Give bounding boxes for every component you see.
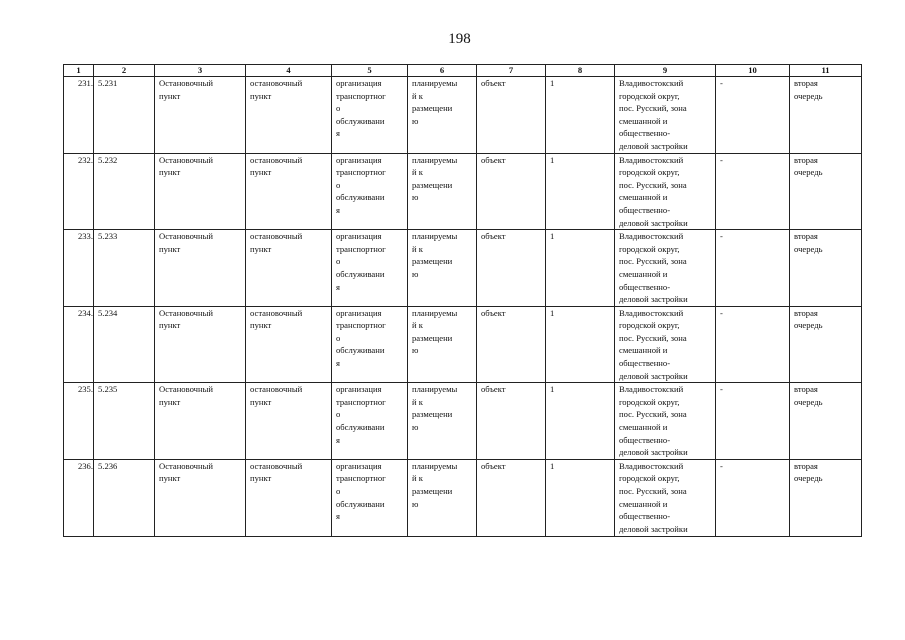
column-header: 7 <box>477 65 546 77</box>
cell-line: вторая <box>794 78 818 88</box>
cell-line: организация <box>336 231 382 242</box>
cell-line: о <box>336 332 341 343</box>
cell-line: ю <box>412 345 419 356</box>
cell-line: я <box>336 434 340 445</box>
table-row <box>64 77 862 154</box>
cell-object-type: объект <box>477 77 546 154</box>
cell-object-code: 5.232 <box>94 153 155 230</box>
column-header: 1 <box>64 65 94 77</box>
cell-object-code: 5.233 <box>94 230 155 307</box>
cell-line: пос. Русский, зона <box>619 179 687 190</box>
cell-line: организация <box>336 384 382 395</box>
cell-object-type: объект <box>477 383 546 460</box>
cell-line: очередь <box>794 396 823 407</box>
cell-stage <box>790 459 862 536</box>
cell-line: я <box>336 281 340 292</box>
cell-line: очередь <box>794 90 823 101</box>
cell-line: городской округ, <box>619 320 680 331</box>
cell-line: обслуживани <box>336 115 385 126</box>
cell-object-name <box>155 153 246 230</box>
cell-purpose <box>332 153 408 230</box>
cell-line: й к <box>412 396 423 407</box>
cell-line: пункт <box>250 243 272 254</box>
cell-row-number: 231. <box>64 77 94 154</box>
cell-stage <box>790 306 862 383</box>
cell-object-type: объект <box>477 306 546 383</box>
cell-status <box>408 306 477 383</box>
cell-line: планируемы <box>412 231 458 242</box>
cell-line: организация <box>336 78 382 88</box>
cell-line: о <box>336 486 341 496</box>
cell-line: я <box>336 358 340 369</box>
cell-line: й к <box>412 320 423 331</box>
cell-line: пос. Русский, зона <box>619 409 687 420</box>
cell-line: общественно- <box>619 434 671 445</box>
cell-line: вторая <box>794 154 818 165</box>
table-row <box>64 459 862 536</box>
cell-line: обслуживани <box>336 498 385 509</box>
cell-line: размещени <box>412 103 453 114</box>
cell-line: пункт <box>250 396 272 407</box>
cell-quantity: 1 <box>546 230 615 307</box>
cell-location <box>615 77 716 154</box>
cell-line: очередь <box>794 473 823 484</box>
cell-line: остановочный <box>250 154 303 165</box>
cell-row-number: 233. <box>64 230 94 307</box>
cell-line: размещени <box>412 409 453 420</box>
cell-object-type: объект <box>477 153 546 230</box>
cell-line: смешанной и <box>619 192 668 203</box>
cell-purpose <box>332 77 408 154</box>
cell-zone: - <box>716 77 790 154</box>
cell-line: деловой застройки <box>619 217 688 228</box>
cell-line: пункт <box>250 473 272 484</box>
cell-line: городской округ, <box>619 167 680 178</box>
cell-line: смешанной и <box>619 345 668 356</box>
cell-object-code: 5.236 <box>94 459 155 536</box>
cell-line: пос. Русский, зона <box>619 103 687 114</box>
cell-location <box>615 306 716 383</box>
cell-line: очередь <box>794 167 823 178</box>
cell-object-type: объект <box>477 230 546 307</box>
cell-line: смешанной и <box>619 422 668 433</box>
cell-line: обслуживани <box>336 345 385 356</box>
column-header: 4 <box>246 65 332 77</box>
cell-line: ю <box>412 115 419 126</box>
cell-line: обслуживани <box>336 422 385 433</box>
cell-zone: - <box>716 230 790 307</box>
cell-location <box>615 230 716 307</box>
cell-line: Остановочный <box>159 231 213 242</box>
table-row <box>64 230 862 307</box>
cell-line: деловой застройки <box>619 447 688 458</box>
cell-line: вторая <box>794 460 818 471</box>
cell-line: остановочный <box>250 384 303 395</box>
cell-line: размещени <box>412 179 453 190</box>
cell-object-type: объект <box>477 459 546 536</box>
table-row <box>64 306 862 383</box>
cell-line: транспортног <box>336 167 386 178</box>
cell-line: вторая <box>794 384 818 395</box>
cell-row-number: 236. <box>64 459 94 536</box>
cell-zone: - <box>716 459 790 536</box>
column-header: 2 <box>94 65 155 77</box>
cell-line: организация <box>336 307 382 318</box>
cell-object-name <box>155 77 246 154</box>
column-header: 9 <box>615 65 716 77</box>
cell-object-name <box>155 230 246 307</box>
cell-line: обслуживани <box>336 192 385 203</box>
cell-object-kind <box>246 306 332 383</box>
cell-line: Остановочный <box>159 384 213 395</box>
cell-line: смешанной и <box>619 115 668 126</box>
cell-purpose <box>332 230 408 307</box>
cell-object-code: 5.234 <box>94 306 155 383</box>
cell-line: деловой застройки <box>619 140 688 151</box>
cell-line: пос. Русский, зона <box>619 256 687 267</box>
cell-line: планируемы <box>412 460 458 471</box>
cell-line: Владивостокский <box>619 231 684 242</box>
cell-location <box>615 459 716 536</box>
cell-zone: - <box>716 383 790 460</box>
cell-status <box>408 383 477 460</box>
cell-zone: - <box>716 153 790 230</box>
cell-line: очередь <box>794 320 823 331</box>
cell-line: смешанной и <box>619 268 668 279</box>
cell-line: планируемы <box>412 154 458 165</box>
cell-line: организация <box>336 460 382 471</box>
cell-stage <box>790 383 862 460</box>
cell-line: деловой застройки <box>619 370 688 381</box>
cell-line: городской округ, <box>619 396 680 407</box>
cell-line: обслуживани <box>336 268 385 279</box>
cell-purpose <box>332 383 408 460</box>
cell-line: транспортног <box>336 473 386 484</box>
cell-object-kind <box>246 77 332 154</box>
cell-line: остановочный <box>250 460 303 471</box>
cell-line: Владивостокский <box>619 460 684 471</box>
table-body <box>64 77 862 537</box>
cell-object-name <box>155 459 246 536</box>
cell-line: транспортног <box>336 396 386 407</box>
cell-line: Остановочный <box>159 307 213 318</box>
cell-status <box>408 230 477 307</box>
cell-line: ю <box>412 422 419 433</box>
column-header: 5 <box>332 65 408 77</box>
cell-object-name <box>155 306 246 383</box>
cell-line: транспортног <box>336 320 386 331</box>
cell-quantity: 1 <box>546 153 615 230</box>
cell-object-code: 5.235 <box>94 383 155 460</box>
cell-line: размещени <box>412 486 453 496</box>
cell-line: деловой застройки <box>619 523 688 534</box>
cell-line: й к <box>412 243 423 254</box>
cell-line: о <box>336 103 341 114</box>
cell-line: ю <box>412 192 419 203</box>
cell-status <box>408 459 477 536</box>
cell-stage <box>790 77 862 154</box>
cell-line: й к <box>412 473 423 484</box>
cell-quantity: 1 <box>546 77 615 154</box>
cell-object-code: 5.231 <box>94 77 155 154</box>
cell-line: планируемы <box>412 78 458 88</box>
cell-location <box>615 153 716 230</box>
cell-line: я <box>336 128 340 139</box>
column-header: 10 <box>716 65 790 77</box>
cell-line: пункт <box>159 243 181 254</box>
cell-line: пос. Русский, зона <box>619 486 687 496</box>
cell-line: Владивостокский <box>619 154 684 165</box>
cell-line: пункт <box>159 167 181 178</box>
cell-row-number: 234. <box>64 306 94 383</box>
cell-object-kind <box>246 383 332 460</box>
cell-line: я <box>336 204 340 215</box>
cell-line: планируемы <box>412 307 458 318</box>
cell-line: пос. Русский, зона <box>619 332 687 343</box>
cell-line: пункт <box>250 320 272 331</box>
cell-line: я <box>336 511 340 522</box>
cell-object-name <box>155 383 246 460</box>
table-row <box>64 383 862 460</box>
cell-quantity: 1 <box>546 459 615 536</box>
cell-line: пункт <box>159 320 181 331</box>
cell-status <box>408 153 477 230</box>
cell-line: очередь <box>794 243 823 254</box>
cell-line: общественно- <box>619 128 671 139</box>
cell-stage <box>790 153 862 230</box>
cell-line: общественно- <box>619 281 671 292</box>
cell-object-kind <box>246 153 332 230</box>
cell-line: смешанной и <box>619 498 668 509</box>
cell-line: размещени <box>412 256 453 267</box>
cell-line: Владивостокский <box>619 307 684 318</box>
cell-line: городской округ, <box>619 90 680 101</box>
cell-line: остановочный <box>250 307 303 318</box>
column-header: 6 <box>408 65 477 77</box>
cell-line: Остановочный <box>159 460 213 471</box>
column-header: 3 <box>155 65 246 77</box>
column-header: 8 <box>546 65 615 77</box>
page-number: 198 <box>448 31 471 47</box>
cell-line: размещени <box>412 332 453 343</box>
cell-line: пункт <box>159 396 181 407</box>
cell-zone: - <box>716 306 790 383</box>
cell-line: городской округ, <box>619 243 680 254</box>
cell-row-number: 235. <box>64 383 94 460</box>
cell-location <box>615 383 716 460</box>
cell-line: деловой застройки <box>619 294 688 305</box>
cell-line: о <box>336 179 341 190</box>
cell-purpose <box>332 306 408 383</box>
cell-status <box>408 77 477 154</box>
cell-line: пункт <box>250 90 272 101</box>
cell-line: ю <box>412 498 419 509</box>
cell-line: Остановочный <box>159 154 213 165</box>
cell-line: вторая <box>794 307 818 318</box>
cell-quantity: 1 <box>546 306 615 383</box>
cell-line: общественно- <box>619 204 671 215</box>
cell-line: остановочный <box>250 231 303 242</box>
cell-purpose <box>332 459 408 536</box>
cell-quantity: 1 <box>546 383 615 460</box>
cell-object-kind <box>246 459 332 536</box>
cell-line: Владивостокский <box>619 384 684 395</box>
cell-object-kind <box>246 230 332 307</box>
column-header: 11 <box>790 65 862 77</box>
cell-line: организация <box>336 154 382 165</box>
cell-line: городской округ, <box>619 473 680 484</box>
cell-line: пункт <box>250 167 272 178</box>
objects-table <box>63 64 862 537</box>
cell-stage <box>790 230 862 307</box>
cell-line: общественно- <box>619 358 671 369</box>
cell-line: транспортног <box>336 243 386 254</box>
cell-line: общественно- <box>619 511 671 522</box>
header-row <box>64 65 862 77</box>
cell-row-number: 232. <box>64 153 94 230</box>
cell-line: о <box>336 256 341 267</box>
cell-line: транспортног <box>336 90 386 101</box>
cell-line: планируемы <box>412 384 458 395</box>
cell-line: вторая <box>794 231 818 242</box>
cell-line: Остановочный <box>159 78 213 88</box>
cell-line: й к <box>412 167 423 178</box>
cell-line: пункт <box>159 473 181 484</box>
cell-line: Владивостокский <box>619 78 684 88</box>
cell-line: ю <box>412 268 419 279</box>
cell-line: остановочный <box>250 78 303 88</box>
cell-line: й к <box>412 90 423 101</box>
cell-line: о <box>336 409 341 420</box>
cell-line: пункт <box>159 90 181 101</box>
table-row <box>64 153 862 230</box>
